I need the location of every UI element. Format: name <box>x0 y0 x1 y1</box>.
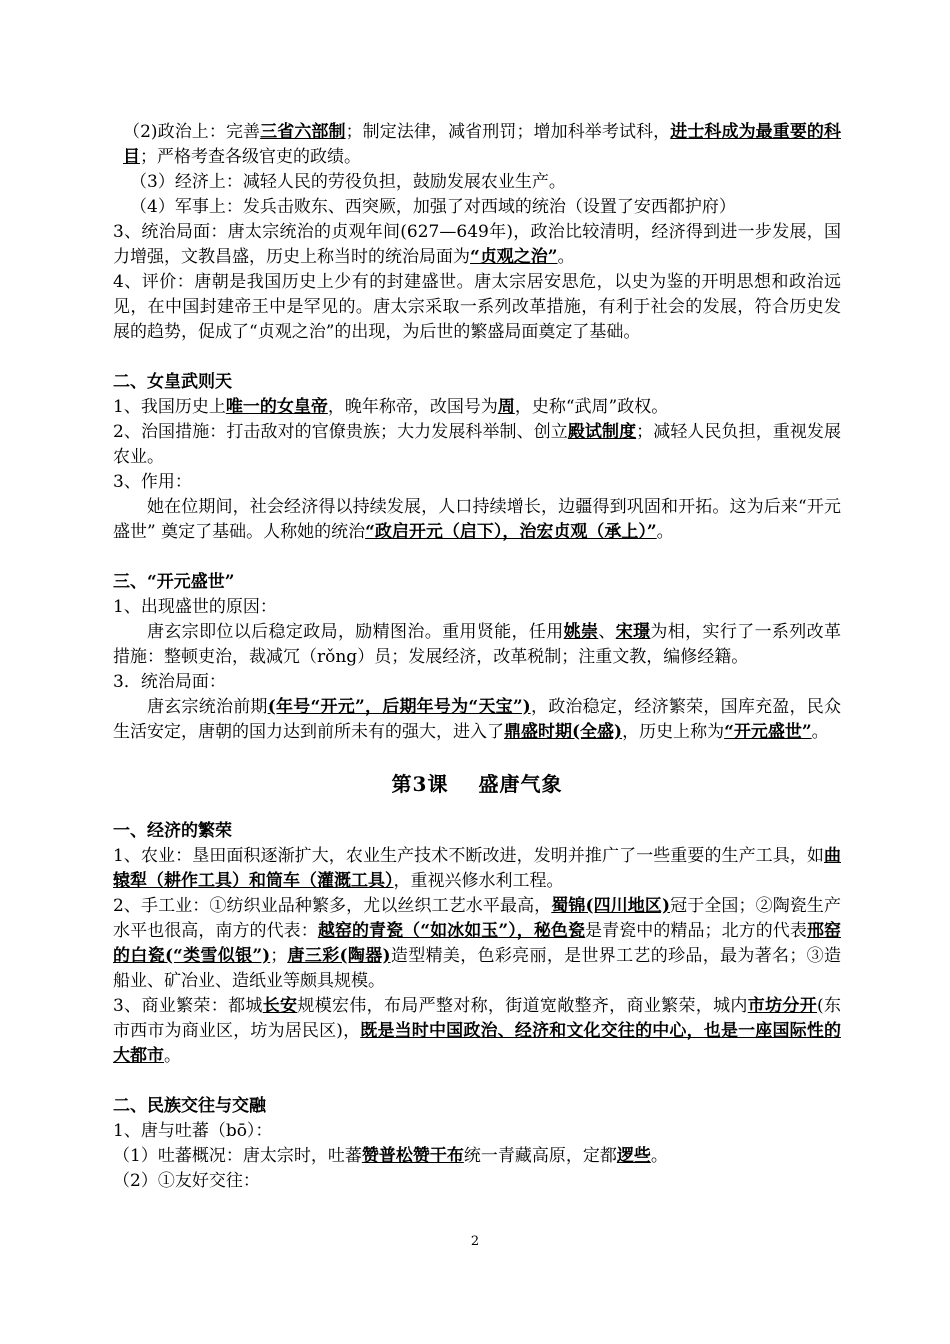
lesson-name: 盛唐气象 <box>478 772 563 796</box>
section-heading-wu-zetian: 二、女皇武则天 <box>113 372 232 392</box>
paragraph-commerce <box>113 994 841 1069</box>
page-number: 2 <box>470 1234 480 1249</box>
paragraph-handicraft <box>113 894 841 994</box>
key-term: 逻些 <box>616 1146 651 1166</box>
paragraph-situation-label: 3．统治局面： <box>113 672 226 692</box>
text: 唐玄宗即位以后稳定政局，励精图治。重用贤能，任用 <box>147 622 564 642</box>
text: 。 <box>164 1046 181 1066</box>
paragraph-political-reforms <box>113 120 841 170</box>
key-term: 宋璟 <box>615 622 651 642</box>
key-term: “贞观之治” <box>470 247 558 267</box>
key-term: “政启开元（启下），治宏贞观（承上）” <box>365 522 657 542</box>
text: ，重视兴修水利工程。 <box>393 871 564 891</box>
section-heading-economy: 一、经济的繁荣 <box>113 821 232 841</box>
key-term: 唯一的女皇帝 <box>225 397 328 417</box>
text: （1）吐蕃概况：唐太宗时，吐蕃 <box>113 1146 362 1166</box>
text: 为相，实行了一系列改革措施：整顿吏治，裁减冗（rǒng）员；发展经济，改革税制；注重文教，编修经籍。 <box>113 622 842 667</box>
text: 造型精美，色彩亮丽，是世界工艺的珍品，最为著名；③造船业、矿冶业、造纸业等颇具规模。 <box>113 946 841 991</box>
text: ；减轻人民负担，重视发展农业。 <box>113 422 842 467</box>
text: 。 <box>650 1146 668 1166</box>
paragraph-tubo-overview <box>113 1144 841 1169</box>
paragraph-tang-tubo: 1、唐与吐蕃（bō）： <box>113 1121 273 1141</box>
paragraph-friendly-exchange: （2）①友好交往： <box>113 1171 260 1191</box>
key-term: 越窑的青瓷（“如冰如玉”），秘色瓷 <box>317 921 586 941</box>
paragraph-zhenguan-situation <box>113 220 841 270</box>
text: 2、手工业：①纺织业品种繁多，尤以丝织工艺水平最高， <box>113 896 552 916</box>
text: ；严格考查各级官吏的政绩。 <box>140 147 361 167</box>
key-term: 曲辕犁（耕作工具）和筒车（灌溉工具） <box>113 846 841 891</box>
section-heading-kaiyuan: 三、“开元盛世” <box>113 572 235 592</box>
text: 。 <box>557 247 575 267</box>
paragraph-causes-body <box>113 620 841 670</box>
key-term: 邢窑的白瓷(“类雪似银”) <box>113 921 842 966</box>
text: （2)政治上：完善 <box>123 122 261 142</box>
text: ，史称“武周”政权。 <box>514 397 669 417</box>
key-term: 周 <box>497 397 515 417</box>
key-term: (年号“开元”，后期年号为“天宝”) <box>267 697 531 717</box>
key-term: 既是当时中国政治、经济和文化交往的中心，也是一座国际性的大都市 <box>113 1021 841 1066</box>
paragraph-effect-body <box>113 495 841 545</box>
text: ，晚年称帝，改国号为 <box>327 397 498 417</box>
paragraph-economic-measures: （3）经济上：减轻人民的劳役负担，鼓励发展农业生产。 <box>130 172 566 192</box>
paragraph-military-measures: （4）军事上：发兵击败东、西突厥，加强了对西域的统治（设置了安西都护府） <box>130 197 736 217</box>
key-term: 唐三彩(陶器) <box>287 946 391 966</box>
key-term: 姚崇 <box>563 622 599 642</box>
lesson-number: 第3课 <box>391 772 449 796</box>
text: 她在位期间，社会经济得以持续发展，人口持续增长，边疆得到巩固和开拓。这为后来“开元盛世” 奠定了基础。人称她的统治 <box>113 497 841 542</box>
lesson-title <box>113 772 841 797</box>
text: 、 <box>598 622 616 642</box>
text: 3、商业繁荣：都城 <box>113 996 263 1016</box>
key-term: 蜀锦(四川地区) <box>551 896 671 916</box>
text: 。 <box>811 722 829 742</box>
text: 1、农业：垦田面积逐渐扩大，农业生产技术不断改进，发明并推广了一些重要的生产工具，如 <box>113 846 824 866</box>
text: 唐玄宗统治前期 <box>147 697 268 717</box>
key-term: 赞普松赞干布 <box>361 1146 464 1166</box>
text: 2、治国措施：打击敌对的官僚贵族；大力发展科举制、创立 <box>113 422 568 442</box>
paragraph-only-empress <box>113 395 841 420</box>
key-term: 鼎盛时期(全盛) <box>504 722 623 742</box>
page-content <box>113 120 841 1194</box>
text: 。 <box>656 522 674 542</box>
text: 统一青藏高原，定都 <box>463 1146 617 1166</box>
key-term: 长安 <box>262 996 298 1016</box>
text: 是青瓷中的精品；北方的代表 <box>585 921 807 941</box>
text: ； <box>270 946 288 966</box>
text: ，政治稳定，经济繁荣，国库充盈，民众生活安定，唐朝的国力达到前所未有的强大，进入了 <box>113 697 842 742</box>
text: 1、我国历史上 <box>113 397 226 417</box>
text: 冠于全国；②陶瓷生产水平也很高，南方的代表： <box>113 896 841 941</box>
paragraph-governance-measures <box>113 420 841 470</box>
key-term: “开元盛世” <box>724 722 812 742</box>
text: ；制定法律，减省刑罚；增加科举考试科， <box>345 122 671 142</box>
paragraph-agriculture <box>113 844 841 894</box>
key-term: 三省六部制 <box>260 122 346 142</box>
paragraph-evaluation: 4、评价：唐朝是我国历史上少有的封建盛世。唐太宗居安思危，以史为鉴的开明思想和政治远见，在中国封建帝王中是罕见的。唐太宗采取一系列改革措施，有利于社会的发展，符合历史发展的趋势，促成了“贞观之治”的出现，为后世的繁盛局面奠定了基础。 <box>113 272 841 342</box>
paragraph-effect-label: 3、作用： <box>113 472 192 492</box>
key-term: 进士科成为最重要的科目 <box>123 122 842 167</box>
text: (东市西市为商业区，坊为居民区)， <box>113 996 842 1041</box>
section-heading-ethnic-relations: 二、民族交往与交融 <box>113 1096 266 1116</box>
text: 3、统治局面：唐太宗统治的贞观年间(627—649年)，政治比较清明，经济得到进一步发展，国力增强，文教昌盛，历史上称当时的统治局面为 <box>113 222 841 267</box>
text: ，历史上称为 <box>622 722 725 742</box>
key-term: 市坊分开 <box>747 996 818 1016</box>
paragraph-causes-label: 1、出现盛世的原因： <box>113 597 277 617</box>
paragraph-situation-body <box>113 695 841 745</box>
key-term: 殿试制度 <box>567 422 637 442</box>
text: 规模宏伟，布局严整对称，街道宽敞整齐，商业繁荣，城内 <box>297 996 748 1016</box>
